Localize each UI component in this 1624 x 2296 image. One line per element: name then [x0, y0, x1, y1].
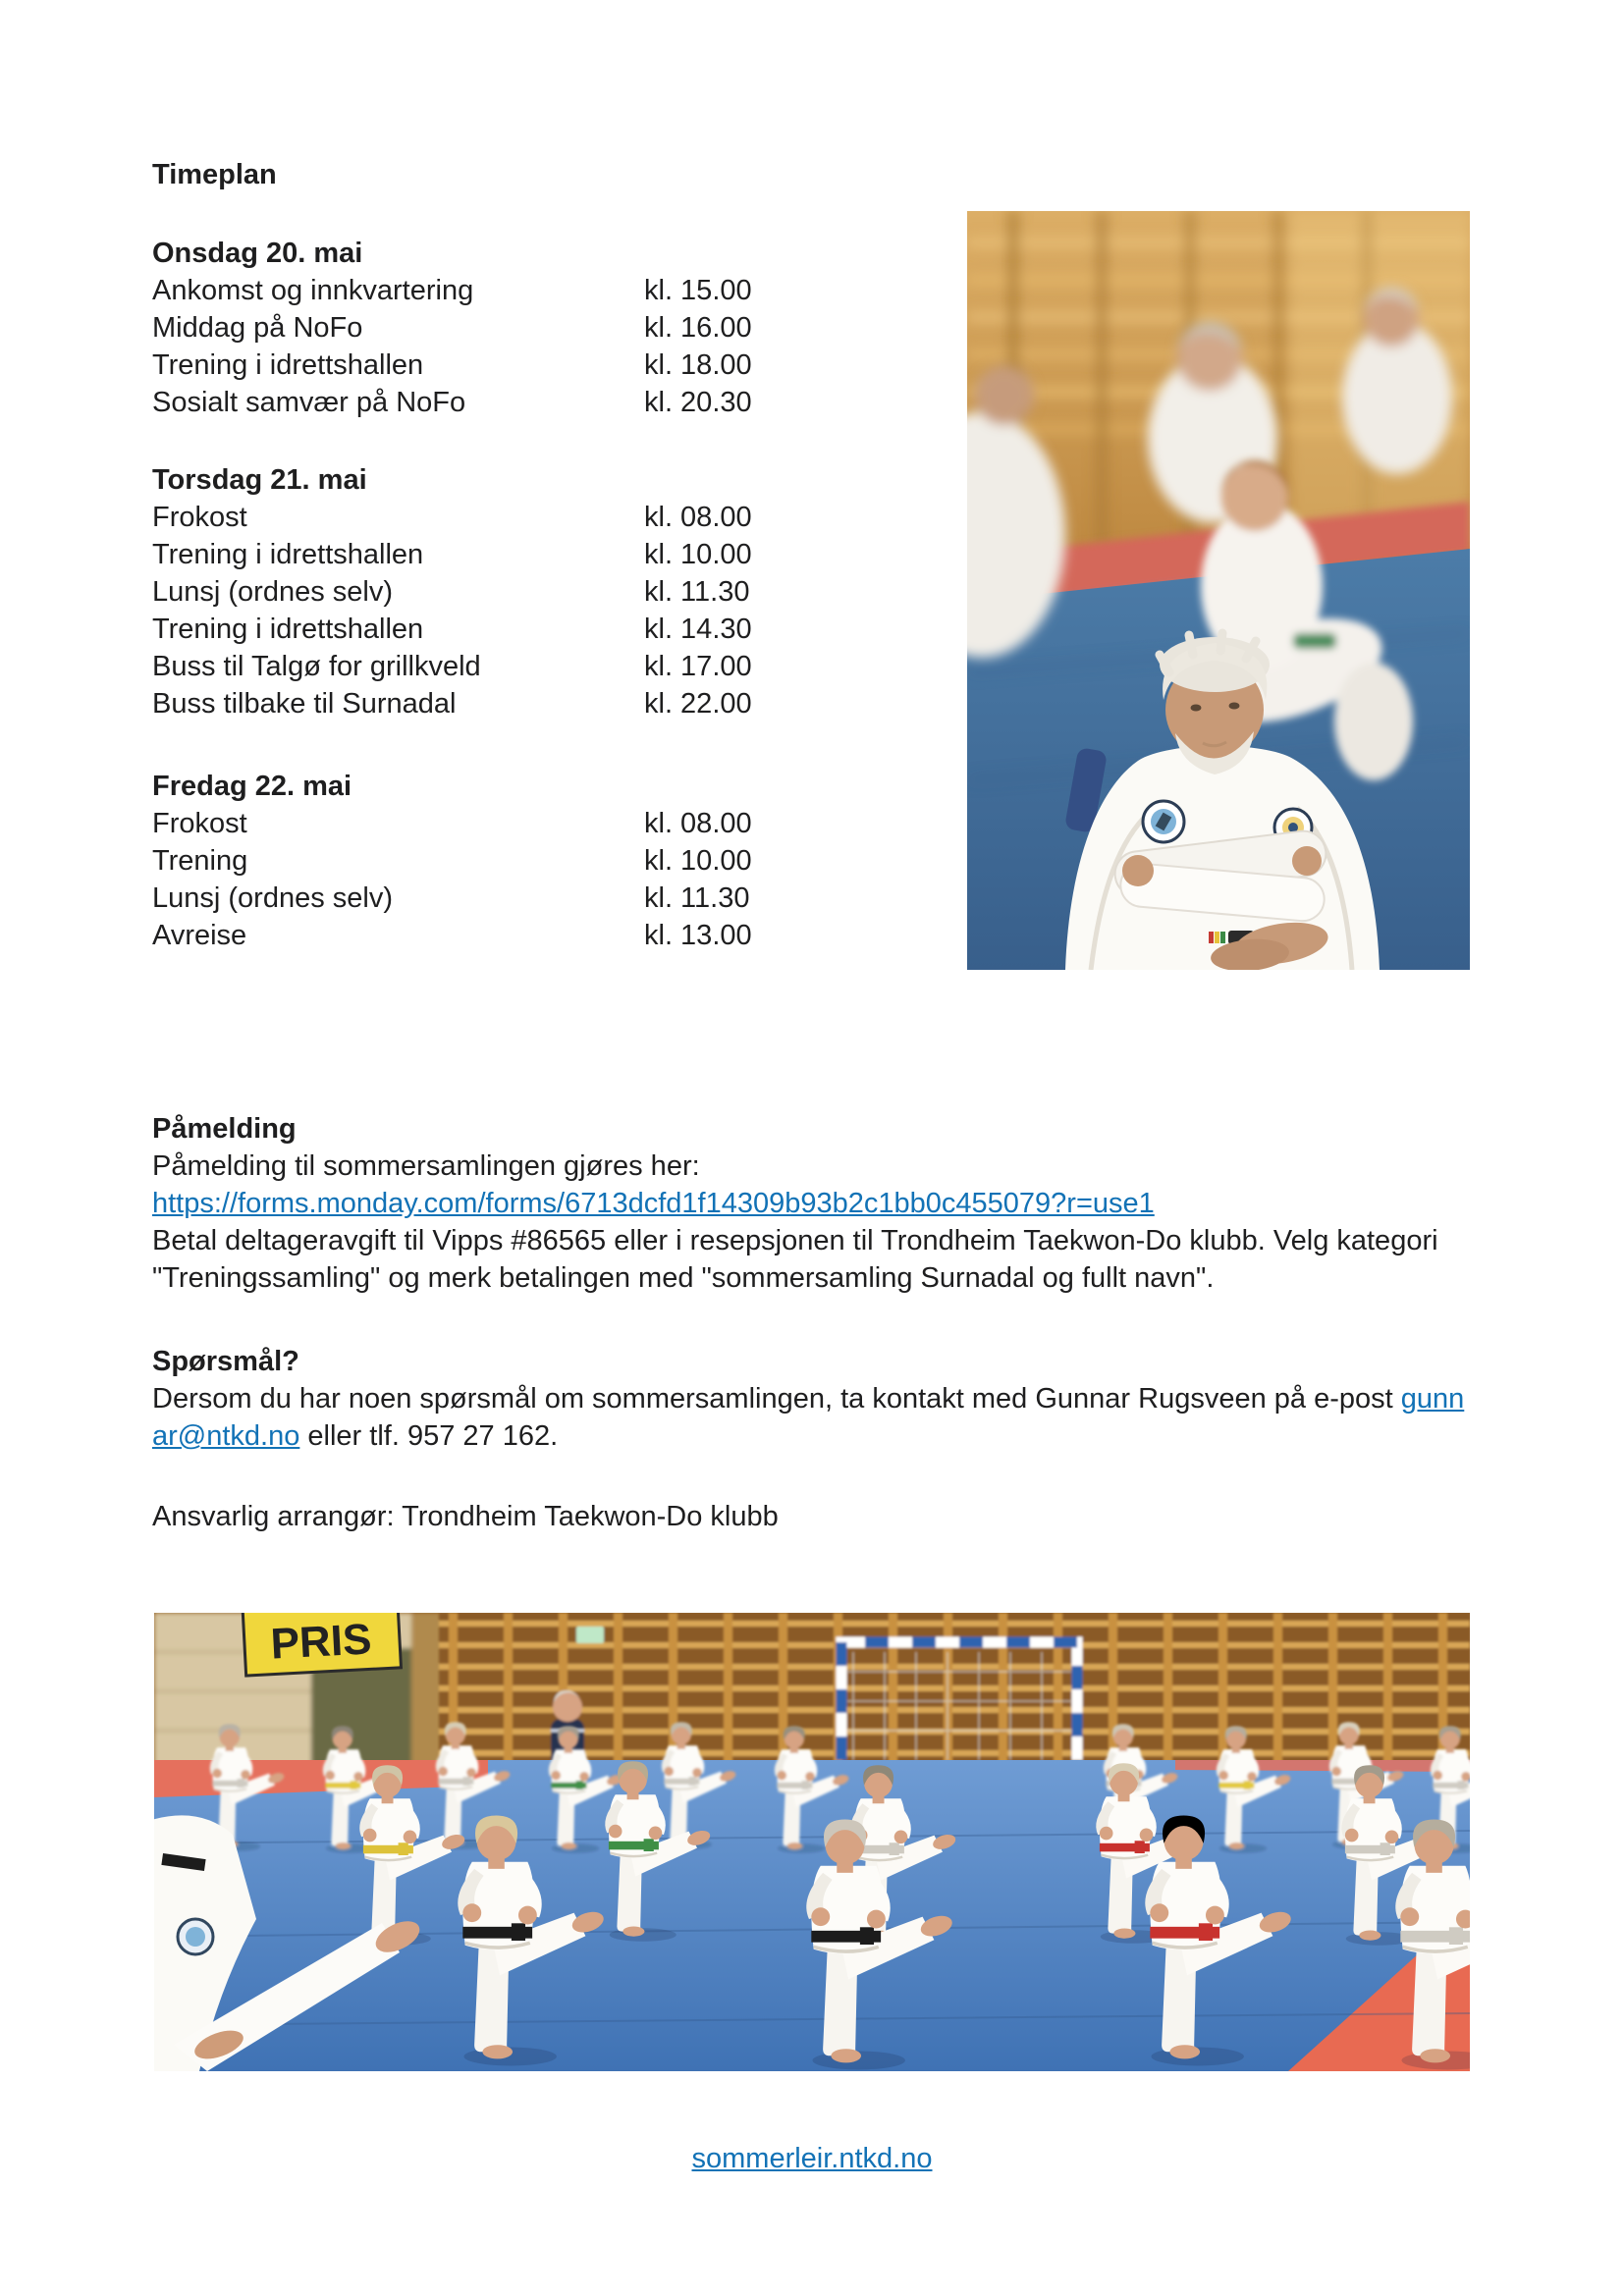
- schedule-day-wednesday: [152, 235, 898, 421]
- schedule-row: [152, 917, 898, 954]
- pris-sign-text: PRIS: [269, 1615, 373, 1669]
- activity-label: Frokost: [152, 502, 247, 533]
- schedule-row: [152, 880, 898, 917]
- registration-intro: Påmelding til sommersamlingen gjøres her:: [152, 1150, 700, 1182]
- schedule-row: [152, 347, 898, 384]
- schedule-day-thursday: [152, 461, 898, 722]
- time-label: kl. 11.30: [644, 576, 750, 608]
- questions-heading: Spørsmål?: [152, 1346, 299, 1377]
- schedule-row: [152, 648, 898, 685]
- activity-label: Buss til Talgø for grillkveld: [152, 651, 481, 682]
- time-label: kl. 17.00: [644, 651, 752, 682]
- activity-label: Trening i idrettshallen: [152, 349, 424, 381]
- activity-label: Frokost: [152, 808, 247, 839]
- photo-sitting-stretch: [967, 211, 1470, 970]
- activity-label: Avreise: [152, 920, 247, 951]
- time-label: kl. 20.30: [644, 387, 752, 418]
- time-label: kl. 22.00: [644, 688, 752, 720]
- schedule-row: [152, 536, 898, 573]
- activity-label: Sosialt samvær på NoFo: [152, 387, 466, 418]
- questions-text: [152, 1380, 1473, 1455]
- questions-text-before-email: Dersom du har noen spørsmål om sommersamlingen, ta kontakt med Gunnar Rugsveen på e-post: [152, 1383, 1401, 1415]
- schedule-day-friday: [152, 768, 898, 954]
- page-title: Timeplan: [152, 159, 277, 190]
- schedule-row: [152, 272, 898, 309]
- activity-label: Lunsj (ordnes selv): [152, 576, 393, 608]
- organizer-line: Ansvarlig arrangør: Trondheim Taekwon-Do klubb: [152, 1501, 779, 1532]
- activity-label: Trening i idrettshallen: [152, 539, 424, 570]
- time-label: kl. 10.00: [644, 845, 752, 877]
- schedule-row: [152, 384, 898, 421]
- schedule-row: [152, 499, 898, 536]
- activity-label: Buss tilbake til Surnadal: [152, 688, 457, 720]
- time-label: kl. 11.30: [644, 882, 750, 914]
- activity-label: Trening i idrettshallen: [152, 614, 424, 645]
- activity-label: Middag på NoFo: [152, 312, 363, 344]
- schedule-row: [152, 611, 898, 648]
- time-label: kl. 16.00: [644, 312, 752, 344]
- exit-sign: [576, 1627, 604, 1643]
- time-label: kl. 18.00: [644, 349, 752, 381]
- time-label: kl. 15.00: [644, 275, 752, 306]
- activity-label: Ankomst og innkvartering: [152, 275, 474, 306]
- contact-email-link[interactable]: gunnar@ntkd.no: [152, 1383, 1465, 1452]
- activity-label: Trening: [152, 845, 248, 877]
- day-heading: Fredag 22. mai: [152, 771, 352, 802]
- schedule-row: [152, 842, 898, 880]
- registration-form-link[interactable]: https://forms.monday.com/forms/6713dcfd1f14309b93b2c1bb0c455079?r=use1: [152, 1188, 1155, 1219]
- registration-link-line: [152, 1185, 1473, 1222]
- registration-payment-text: Betal deltageravgift til Vipps #86565 eller i resepsjonen til Trondheim Taekwon-Do klubb. Velg kategori "Treningssamling" og merk betalingen med "sommersamling Surnadal og fullt navn".: [152, 1225, 1438, 1294]
- questions-text-after-email: eller tlf. 957 27 162.: [299, 1420, 559, 1452]
- activity-label: Lunsj (ordnes selv): [152, 882, 393, 914]
- schedule-row: [152, 573, 898, 611]
- photo-group-training: [154, 1613, 1470, 2071]
- pris-sign: [243, 1613, 401, 1676]
- registration-section: [152, 1110, 1473, 1297]
- schedule-row: [152, 805, 898, 842]
- day-heading: Torsdag 21. mai: [152, 464, 367, 496]
- time-label: kl. 08.00: [644, 808, 752, 839]
- time-label: kl. 13.00: [644, 920, 752, 951]
- questions-section: [152, 1343, 1473, 1455]
- registration-heading: Påmelding: [152, 1113, 297, 1145]
- schedule-row: [152, 685, 898, 722]
- time-label: kl. 14.30: [644, 614, 752, 645]
- photo-group-training-illustration: [154, 1613, 1470, 2071]
- footer-site-link[interactable]: sommerleir.ntkd.no: [691, 2143, 933, 2174]
- time-label: kl. 08.00: [644, 502, 752, 533]
- day-heading: Onsdag 20. mai: [152, 238, 363, 269]
- schedule-row: [152, 309, 898, 347]
- time-label: kl. 10.00: [644, 539, 752, 570]
- footer: [0, 2140, 1624, 2177]
- photo-sitting-stretch-illustration: [967, 211, 1470, 970]
